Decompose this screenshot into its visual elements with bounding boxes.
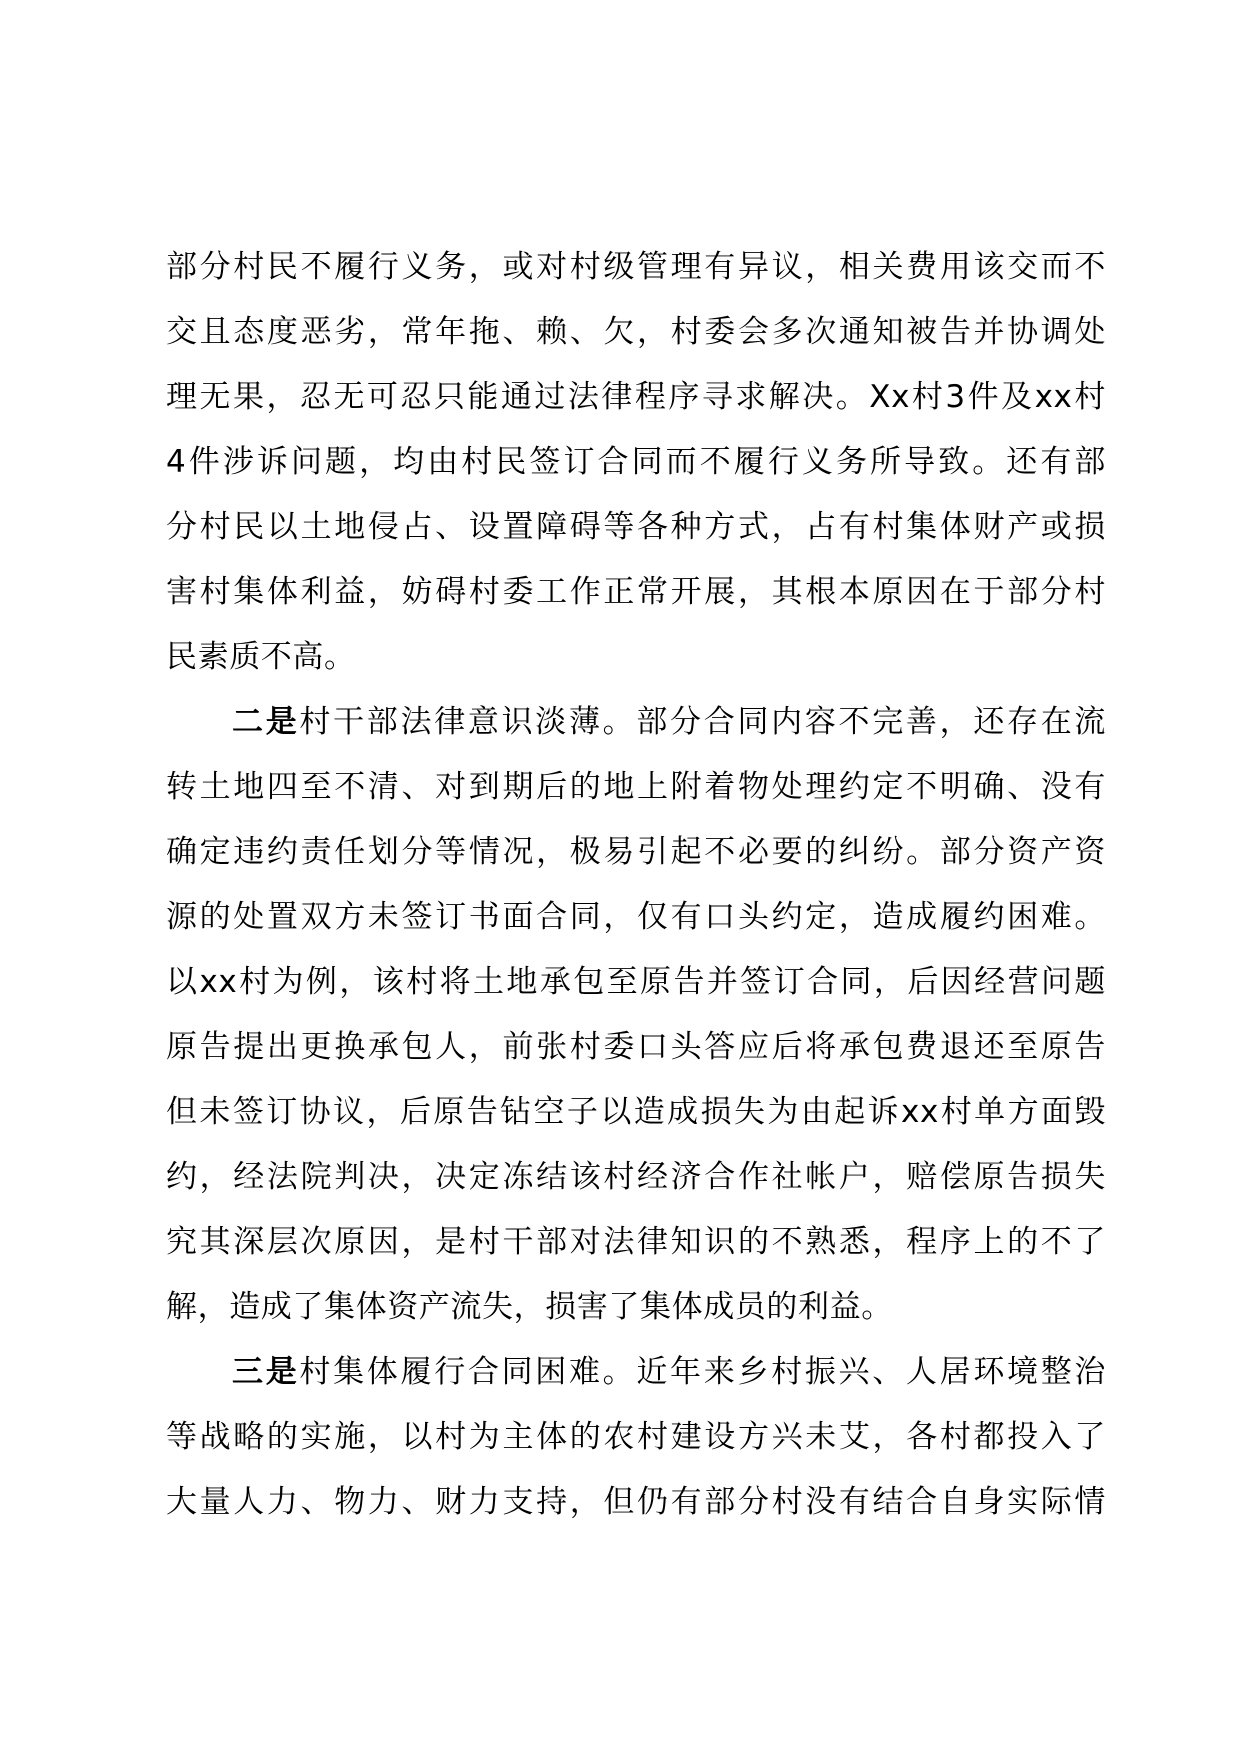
text-line: 究其深层次原因，是村干部对法律知识的不熟悉，程序上的不了	[166, 1224, 1106, 1260]
document-body	[166, 235, 1106, 1535]
text-line	[166, 1340, 1106, 1405]
text-line: 民素质不高。	[166, 639, 356, 675]
paragraph-lead: 二是	[232, 704, 300, 740]
text-line: 但未签订协议，后原告钻空子以造成损失为由起诉xx村单方面毁	[166, 1094, 1106, 1130]
text-line: 解，造成了集体资产流失，损害了集体成员的利益。	[166, 1289, 893, 1325]
text-line: 确定违约责任划分等情况，极易引起不必要的纠纷。部分资产资	[166, 834, 1106, 870]
text-line: 理无果，忍无可忍只能通过法律程序寻求解决。Xx村3件及xx村	[166, 379, 1106, 415]
text-line: 分村民以土地侵占、设置障碍等各种方式，占有村集体财产或损	[166, 509, 1106, 545]
text-line: 源的处置双方未签订书面合同，仅有口头约定，造成履约困难。	[166, 899, 1106, 935]
text-line	[166, 690, 1106, 755]
text-line: 约，经法院判决，决定冻结该村经济合作社帐户，赔偿原告损失	[166, 1159, 1106, 1195]
text-line: 大量人力、物力、财力支持，但仍有部分村没有结合自身实际情	[166, 1484, 1106, 1520]
paragraph-first-line: 村集体履行合同困难。近年来乡村振兴、人居环境整治	[299, 1354, 1107, 1390]
text-line: 交且态度恶劣，常年拖、赖、欠，村委会多次通知被告并协调处	[166, 314, 1106, 350]
text-line: 原告提出更换承包人，前张村委口头答应后将承包费退还至原告	[166, 1029, 1106, 1065]
text-line: 以xx村为例，该村将土地承包至原告并签订合同，后因经营问题	[166, 964, 1106, 1000]
paragraph-first-line: 村干部法律意识淡薄。部分合同内容不完善，还存在流	[299, 704, 1107, 740]
text-line: 等战略的实施，以村为主体的农村建设方兴未艾，各村都投入了	[166, 1419, 1106, 1455]
text-line: 害村集体利益，妨碍村委工作正常开展，其根本原因在于部分村	[166, 574, 1106, 610]
text-line: 转土地四至不清、对到期后的地上附着物处理约定不明确、没有	[166, 769, 1106, 805]
paragraph-1	[166, 235, 1106, 690]
paragraph-3	[166, 1340, 1106, 1535]
text-line: 4件涉诉问题，均由村民签订合同而不履行义务所导致。还有部	[166, 444, 1106, 480]
text-line: 部分村民不履行义务，或对村级管理有异议，相关费用该交而不	[166, 249, 1106, 285]
paragraph-2	[166, 690, 1106, 1340]
paragraph-lead: 三是	[232, 1354, 300, 1390]
